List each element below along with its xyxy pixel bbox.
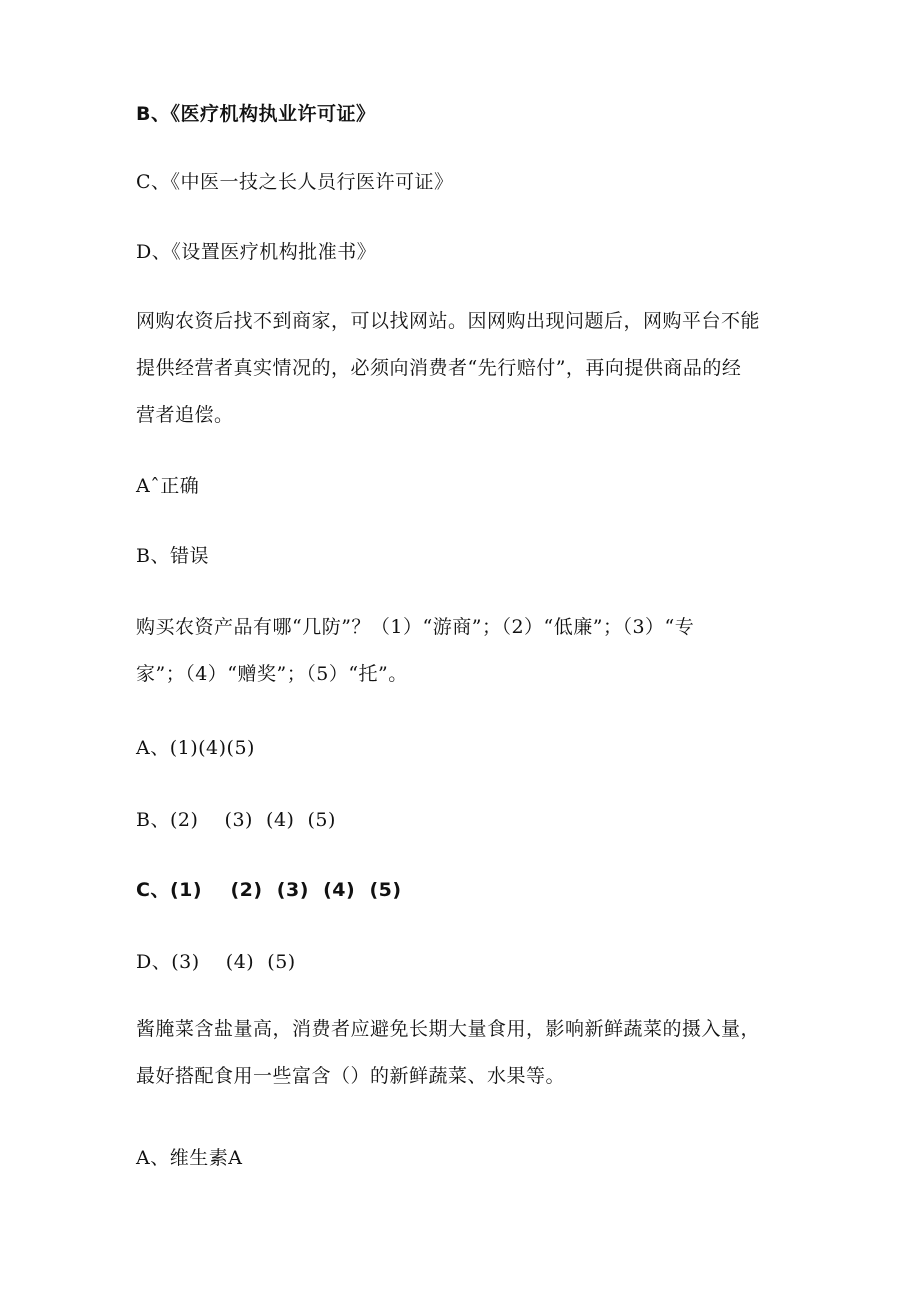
- question-line: 酱腌菜含盐量高，消费者应避免长期大量食用，影响新鲜蔬菜的摄入量，: [136, 1018, 761, 1040]
- option-a-vitamin: A、维生素A: [136, 1147, 243, 1169]
- question-line: 家”；（4）“赠奖”；（5）“托”。: [136, 663, 408, 685]
- option-d-approval-certificate: D、《设置医疗机构批准书》: [136, 241, 377, 263]
- option-d-precautions: D、(3) (4) (5): [136, 951, 296, 973]
- question-online-purchase: [136, 298, 796, 439]
- question-pickled-vegetables: [136, 1006, 796, 1100]
- question-line: 购买农资产品有哪“几防”？（1）“游商”；（2）“低廉”；（3）“专: [136, 616, 695, 638]
- question-line: 提供经营者真实情况的，必须向消费者“先行赔付”，再向提供商品的经: [136, 357, 742, 379]
- option-c-tcm-license: C、《中医一技之长人员行医许可证》: [136, 171, 454, 193]
- question-purchase-precautions: [136, 604, 796, 698]
- question-line: 最好搭配食用一些富含（）的新鲜蔬菜、水果等。: [136, 1065, 566, 1087]
- option-b-precautions: B、(2) (3) (4) (5): [136, 809, 336, 831]
- option-a-correct: Aˆ正确: [136, 475, 200, 497]
- option-b-wrong: B、错误: [136, 545, 209, 567]
- question-line: 网购农资后找不到商家，可以找网站。因网购出现问题后，网购平台不能: [136, 310, 761, 332]
- option-a-precautions: A、(1)(4)(5): [136, 737, 255, 759]
- question-line: 营者追偿。: [136, 404, 234, 426]
- option-b-medical-license: B、《医疗机构执业许可证》: [136, 103, 376, 125]
- option-c-precautions: C、(1) (2) (3) (4) (5): [136, 879, 402, 901]
